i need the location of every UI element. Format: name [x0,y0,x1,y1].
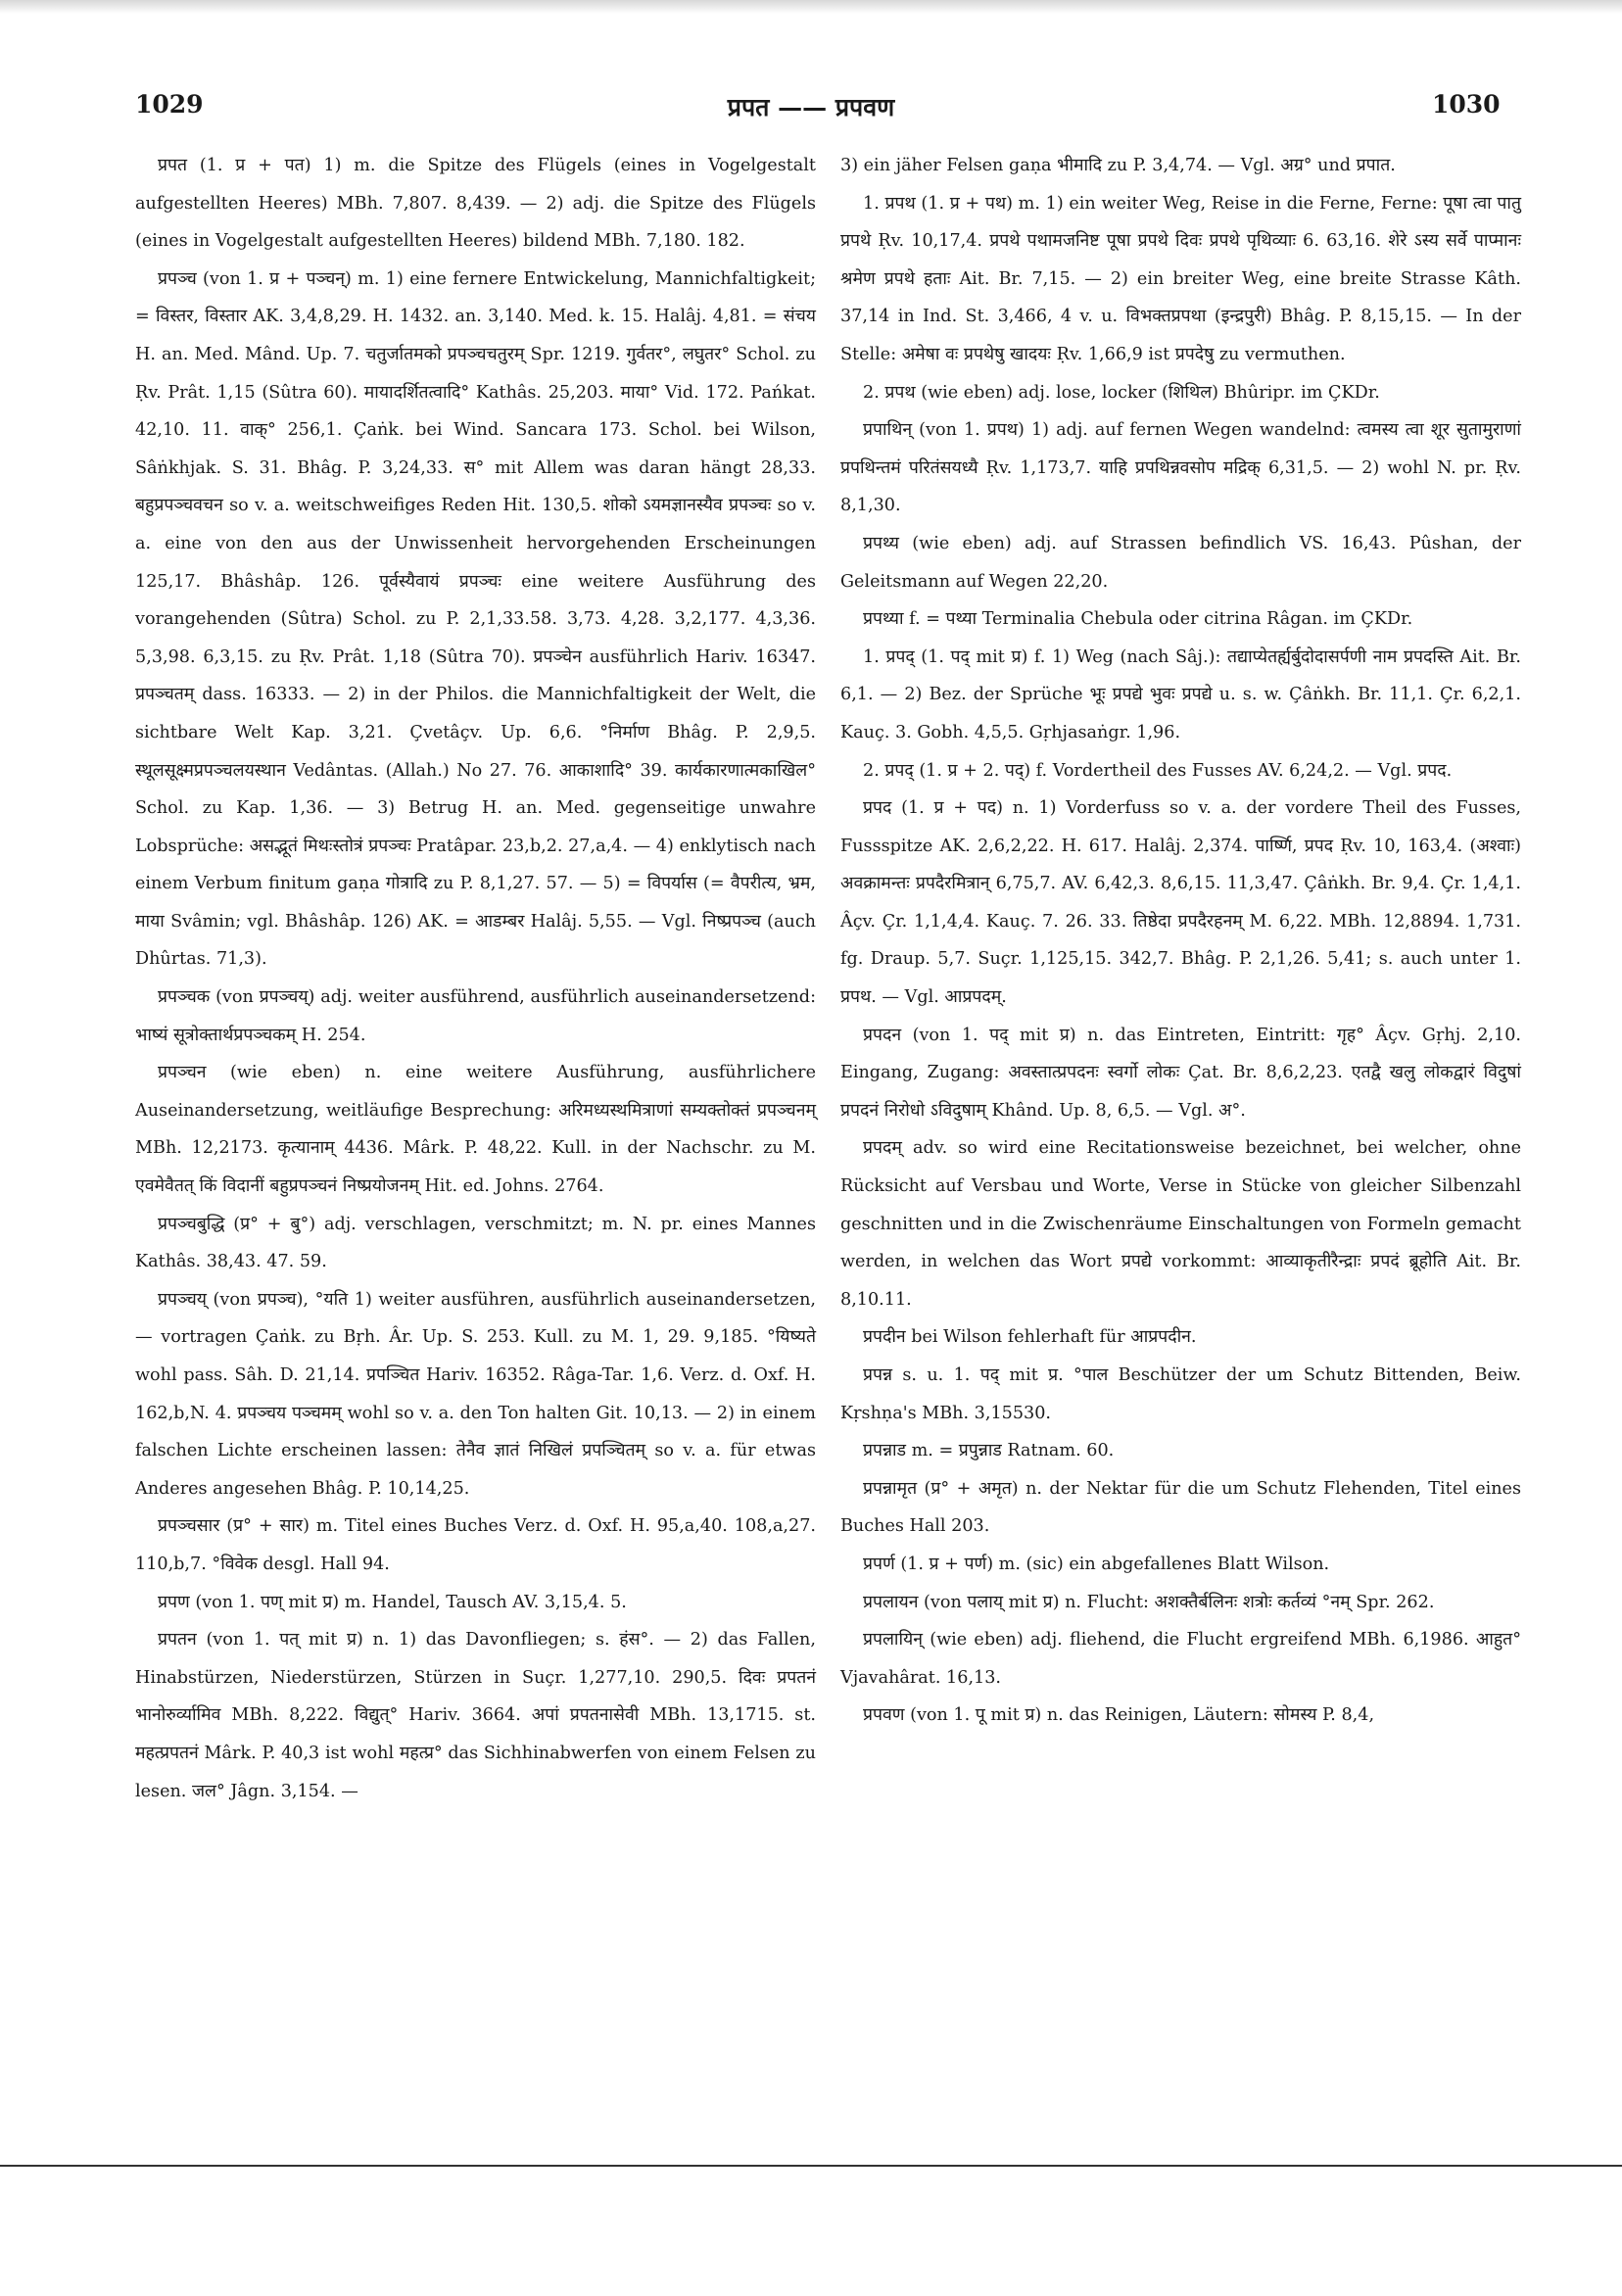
entry-prapanna: प्रपन्न s. u. 1. पद् mit प्र. °पाल Beschützer der um Schutz Bittenden, Beiw. Kṛshṇa's MBh. 3,15530. [840,1365,1521,1423]
entry-prapad-1: 1. प्रपद् (1. पद् mit प्र) f. 1) Weg (nach Sâj.): तद्याप्येतर्ह्यर्बुदोदासर्पणी नाम प्रपदस्ति Ait. Br. 6,1. — 2) Bez. der Sprüche भूः प्रपद्ये भुवः प्रपद्ये u. s. w. Çâṅkh. Br. 11,1. Çr. 6,2,1. Kauç. 3. Gobh. 4,5,5. Gṛhjasaṅgr. 1,96. [840,646,1521,742]
entry-prapannada: प्रपन्नाड m. = प्रपुन्नाड Ratnam. 60. [863,1441,1115,1461]
running-title: प्रपत —— प्रपवण [727,93,895,121]
right-column [840,147,1521,1735]
entry-prapancabuddhi: प्रपञ्चबुद्धि (प्र° + बु°) adj. verschlagen, verschmitzt; m. N. pr. eines Mannes Kathâs. 38,43. 47. 59. [135,1214,816,1272]
entry-prapalayin: प्रपलायिन् (wie eben) adj. fliehend, die Flucht ergreifend MBh. 6,1986. आहुत° Vjavahârat. 16,13. [840,1630,1521,1688]
page-number-left: 1029 [135,90,204,119]
entry-prapata: प्रपत (1. प्र + पत) 1) m. die Spitze des Flügels (eines in Vogelgestalt aufgestellten Heeres) MBh. 7,807. 8,439. — 2) adj. die Spitze des Flügels (eines in Vogelgestalt aufgestellten Heeres) bildend MBh. 7,180. 182. [135,156,816,252]
entry-prapada: प्रपद (1. प्र + पद) n. 1) Vorderfuss so v. a. der vordere Theil des Fusses, Fussspitze AK. 2,6,2,22. H. 617. Halâj. 2,374. पार्ष्णि, प्रपद Ṛv. 10, 163,4. (अश्वाः) अवक्रामन्तः प्रपदैरमित्रान् 6,75,7. AV. 6,42,3. 8,6,15. 11,3,47. Çâṅkh. Br. 9,4. Çr. 1,4,1. Âçv. Çr. 1,1,4,4. Kauç. 7. 26. 33. तिष्ठेदा प्रपदैरहनम् M. 6,22. MBh. 12,8894. 1,731. fg. Draup. 5,7. Suçr. 1,125,15. 342,7. Bhâg. P. 2,1,26. 5,41; s. auch unter 1. प्रपथ. — Vgl. आप्रपदम्. [840,798,1521,1008]
entry-prapana: प्रपण (von 1. पण् mit प्र) m. Handel, Tausch AV. 3,15,4. 5. [158,1592,627,1612]
entry-prapathya-f: प्रपथ्या f. = पथ्या Terminalia Chebula oder citrina Râgan. im ÇKDr. [863,609,1413,630]
scan-top-edge [0,0,1622,14]
entry-prapancaka: प्रपञ्चक (von प्रपञ्चय्) adj. weiter ausführend, ausführlich auseinandersetzend: भाष्यं सूत्रोक्तार्थप्रपञ्चकम् H. 254. [135,987,816,1045]
entry-prapalayana: प्रपलायन (von पलाय् mit प्र) n. Flucht: अशक्तैर्बलिनः शत्रोः कर्तव्यं °नम् Spr. 262. [863,1592,1435,1612]
entry-prapancasara: प्रपञ्चसार (प्र° + सार) m. Titel eines Buches Verz. d. Oxf. H. 95,a,40. 108,a,27. 110,b,7. °विवेक desgl. Hall 94. [135,1516,816,1574]
entry-prapatha-1: 1. प्रपथ (1. प्र + पथ) m. 1) ein weiter Weg, Reise in die Ferne, Ferne: पूषा त्वा पातु प्रपथे Ṛv. 10,17,4. प्रपथे पथामजनिष्ट पूषा प्रपथे दिवः प्रपथे पृथिव्याः 6. 63,16. शेरे ऽस्य सर्वे पाप्मानः श्रमेण प्रपथे हताः Ait. Br. 7,15. — 2) ein breiter Weg, eine breite Strasse Kâth. 37,14 in Ind. St. 3,466, 4 v. u. विभक्तप्रपथा (इन्द्रपुरी) Bhâg. P. 8,15,15. — In der Stelle: अमेषा वः प्रपथेषु खादयः Ṛv. 1,66,9 ist प्रपदेषु zu vermuthen. [840,193,1521,364]
entry-prapavana: प्रपवण (von 1. पू mit प्र) n. das Reinigen, Läutern: सोमस्य P. 8,4, [863,1705,1375,1726]
entry-prapad-2: 2. प्रपद् (1. प्र + 2. पद्) f. Vordertheil des Fusses AV. 6,24,2. — Vgl. प्रपद. [863,760,1453,781]
entry-prapannamrta: प्रपन्नामृत (प्र° + अमृत) n. der Nektar für die um Schutz Flehenden, Titel eines Buches Hall 203. [840,1478,1521,1537]
footer-rule [0,2165,1622,2167]
entry-prapatana: प्रपतन (von 1. पत् mit प्र) n. 1) das Davonfliegen; s. हंस°. — 2) das Fallen, Hinabstürzen, Niederstürzen, Stürzen in Suçr. 1,277,10. 290,5. दिवः प्रपतनं भानोरुर्व्यामिव MBh. 8,222. विद्युत्° Hariv. 3664. अपां प्रपतनासेवी MBh. 13,1715. st. महत्प्रपतनं Mârk. P. 40,3 ist wohl महत्प्र° das Sichhinabwerfen von einem Felsen zu lesen. जल° Jâgn. 3,154. — [135,1630,816,1801]
entry-prapanca: प्रपञ्च (von 1. प्र + पञ्चन्) m. 1) eine fernere Entwickelung, Mannichfaltigkeit; = विस्तर, विस्तार AK. 3,4,8,29. H. 1432. an. 3,140. Med. k. 15. Halâj. 4,81. = संचय H. an. Med. Mând. Up. 7. चतुर्जातमको प्रपञ्चचतुरम् Spr. 1219. गुर्वतर°, लघुतर° Schol. zu Ṛv. Prât. 1,15 (Sûtra 60). मायादर्शितत्वादि° Kathâs. 25,203. माया° Vid. 172. Pańkat. 42,10. 11. वाक्° 256,1. Çaṅk. bei Wind. Sancara 173. Schol. bei Wilson, Sâṅkhjak. S. 31. Bhâg. P. 3,24,33. स° mit Allem was daran hängt 28,33. बहुप्रपञ्चवचन so v. a. weitschweifiges Reden Hit. 130,5. शोको ऽयमज्ञानस्यैव प्रपञ्चः so v. a. eine von den aus der Unwissenheit hervorgehenden Erscheinungen 125,17. Bhâshâp. 126. पूर्वस्यैवायं प्रपञ्चः eine weitere Ausführung des vorangehenden (Sûtra) Schol. zu P. 2,1,33.58. 3,73. 4,28. 3,2,177. 4,3,36. 5,3,98. 6,3,15. zu Ṛv. Prât. 1,18 (Sûtra 70). प्रपञ्चेन ausführlich Hariv. 16347. प्रपञ्चतम् dass. 16333. — 2) in der Philos. die Mannichfaltigkeit der Welt, die sichtbare Welt Kap. 3,21. Çvetâçv. Up. 6,6. °निर्माण Bhâg. P. 2,9,5. स्थूलसूक्ष्मप्रपञ्चलयस्थान Vedântas. (Allah.) No 27. 76. आकाशादि° 39. कार्यकारणात्मकाखिल° Schol. zu Kap. 1,36. — 3) Betrug H. an. Med. gegenseitige unwahre Lobsprüche: असद्भूतं मिथःस्तोत्रं प्रपञ्चः Pratâpar. 23,b,2. 27,a,4. — 4) enklytisch nach einem Verbum finitum gaṇa गोत्रादि zu P. 8,1,27. 57. — 5) = विपर्यास (= वैपरीत्य, भ्रम, माया Svâmin; vgl. Bhâshâp. 126) AK. = आडम्बर Halâj. 5,55. — Vgl. निष्प्रपञ्च (auch Dhûrtas. 71,3). [135,268,816,970]
entry-prapancana: प्रपञ्चन (wie eben) n. eine weitere Ausführung, ausführlichere Auseinandersetzung, weitläufige Besprechung: अरिमध्यस्थमित्राणां सम्यक्तोक्तं प्रपञ्चनम् MBh. 12,2173. कृत्यानाम् 4436. Mârk. P. 48,22. Kull. in der Nachschr. zu M. एवमेवैतत् किं विदानीं बहुप्रपञ्चनं निष्प्रयोजनम् Hit. ed. Johns. 2764. [135,1063,816,1197]
entry-prapadam: प्रपदम् adv. so wird eine Recitationsweise bezeichnet, bei welcher, ohne Rücksicht auf Versbau und Worte, Verse in Stücke von gleicher Silbenzahl geschnitten und in die Zwischenräume Einschaltungen von Formeln gemacht werden, in welchen das Wort प्रपद्ये vorkommt: आव्याकृतीरैन्द्राः प्रपदं ब्रूहोति Ait. Br. 8,10.11. [840,1138,1521,1310]
page-number-right: 1030 [1432,90,1501,119]
entry-prapathya: प्रपथ्य (wie eben) adj. auf Strassen befindlich VS. 16,43. Pûshan, der Geleitsmann auf Wegen 22,20. [840,533,1521,592]
entry-prapancay: प्रपञ्चय् (von प्रपञ्च), °यति 1) weiter ausführen, ausführlich auseinandersetzen, — vortragen Çaṅk. zu Bṛh. Âr. Up. S. 253. Kull. zu M. 1, 29. 9,185. °यिष्यते wohl pass. Sâh. D. 21,14. प्रपञ्चित Hariv. 16352. Râga-Tar. 1,6. Verz. d. Oxf. H. 162,b,N. 4. प्रपञ्चय पञ्चमम् wohl so v. a. den Ton halten Git. 10,13. — 2) in einem falschen Lichte erscheinen lassen: तेनैव ज्ञातं निखिलं प्रपञ्चितम् so v. a. für etwas Anderes angesehen Bhâg. P. 10,14,25. [135,1289,816,1499]
entry-prapatha-2: 2. प्रपथ (wie eben) adj. lose, locker (शिथिल) Bhûripr. im ÇKDr. [863,382,1380,403]
page-header [0,90,1622,129]
entry-prapadana: प्रपदन (von 1. पद् mit प्र) n. das Eintreten, Eintritt: गृह° Âçv. Gṛhj. 2,10. Eingang, Zugang: अवस्तात्प्रपदनः स्वर्गो लोकः Çat. Br. 8,6,2,23. एतद्वै खलु लोकद्वारं विदुषां प्रपदनं निरोधो ऽविदुषाम् Khând. Up. 8, 6,5. — Vgl. अ°. [840,1025,1521,1121]
entry-prapadina: प्रपदीन bei Wilson fehlerhaft für आप्रपदीन. [863,1327,1197,1348]
entry-praparna: प्रपर्ण (1. प्र + पर्ण) m. (sic) ein abgefallenes Blatt Wilson. [863,1554,1330,1574]
left-column [135,147,816,1810]
entry-prapathin: प्रपाथिन् (von 1. प्रपथ) 1) adj. auf fernen Wegen wandelnd: त्वमस्य त्वा शूर सुतामुराणां प्रपथिन्तमं परितंसयध्यै Ṛv. 1,173,7. याहि प्रपथिन्नवसोप मद्रिक् 6,31,5. — 2) wohl N. pr. Ṛv. 8,1,30. [840,420,1521,516]
entry-prapatana-continued: 3) ein jäher Felsen gaṇa भीमादि zu P. 3,4,74. — Vgl. अग्र° und प्रपात. [840,156,1396,175]
